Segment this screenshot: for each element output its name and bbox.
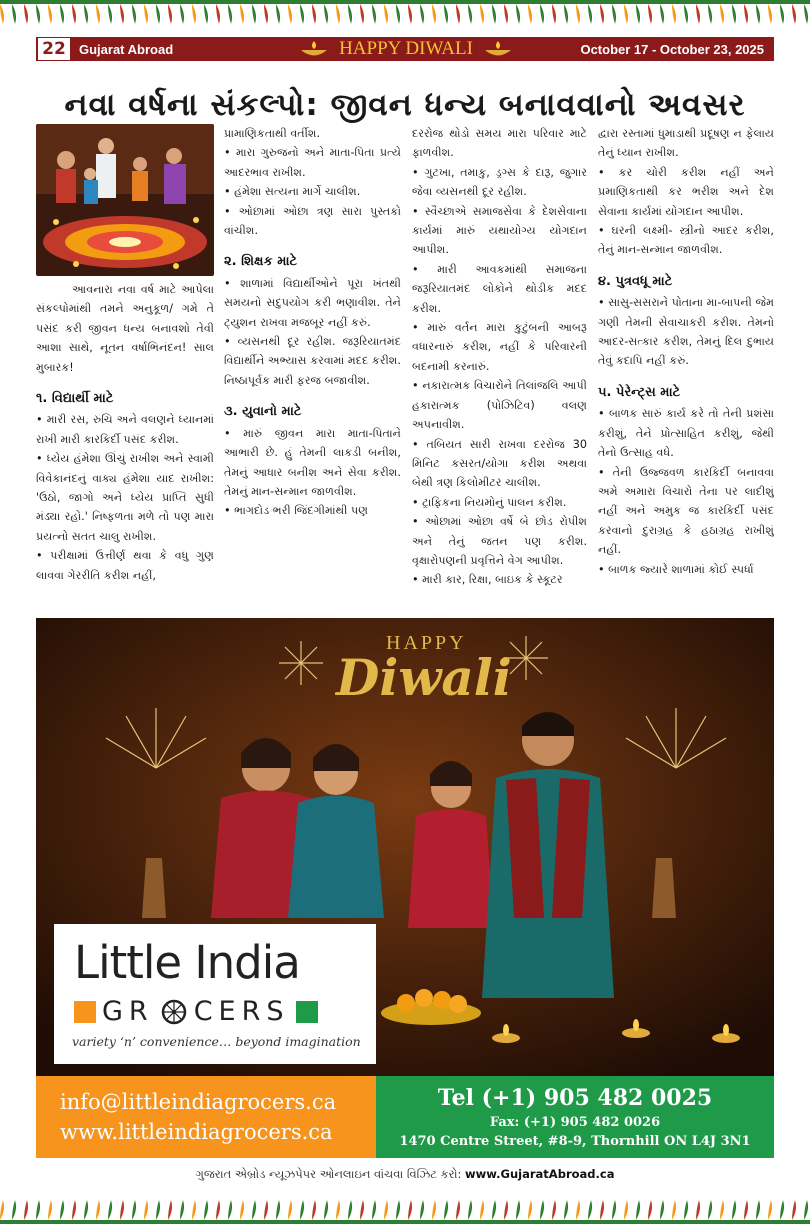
garland-leaf bbox=[228, 1200, 232, 1220]
section-title-teachers: ૨. શિક્ષક માટે bbox=[224, 254, 298, 270]
garland-leaf bbox=[756, 4, 760, 24]
garland-leaf bbox=[120, 4, 124, 24]
garland-leaf bbox=[276, 4, 280, 24]
garland-leaf bbox=[600, 1200, 604, 1220]
garland-leaf bbox=[144, 1200, 148, 1220]
garland-leaf bbox=[384, 4, 388, 24]
section-title-daughter-in-law: ૪. પુત્રવધૂ માટે bbox=[598, 273, 673, 289]
article-paragraph: • તબિયત સારી રાખવા દરરોજ 30 મિનિટ કસરત/યોગા કરીશ અથવા બેથી ત્રણ કિલોમીટર ચાલીશ. bbox=[412, 437, 587, 490]
garland-leaf bbox=[672, 1200, 676, 1220]
article-paragraph: • ગુટખા, તમાકુ, ડ્રગ્સ કે દારૂ, જુગાર જેવા વ્યસનથી દૂર રહીશ. bbox=[412, 165, 587, 199]
garland-leaf bbox=[204, 4, 208, 24]
article-paragraph: • ઓછામાં ઓછા વર્ષે બે છોડ રોપીશ અને તેનું જતન પણ કરીશ. વૃક્ષારોપણની પ્રવૃત્તિને વેગ આપીશ. bbox=[412, 515, 587, 567]
garland-leaf bbox=[624, 1200, 628, 1220]
garland-leaf bbox=[108, 1200, 112, 1220]
garland-leaf bbox=[792, 1200, 796, 1220]
garland-leaf bbox=[216, 4, 220, 24]
garland-leaf bbox=[780, 4, 784, 24]
garland-leaf bbox=[288, 4, 292, 24]
ad-email-link[interactable]: info@littleindiagrocers.ca bbox=[60, 1090, 337, 1114]
garland-leaf bbox=[216, 1200, 220, 1220]
ad-telephone[interactable]: Tel (+1) 905 482 0025 bbox=[437, 1085, 713, 1111]
garland-leaf bbox=[24, 1200, 28, 1220]
garland-leaf bbox=[264, 4, 268, 24]
garland-leaf bbox=[192, 1200, 196, 1220]
garland-leaf bbox=[792, 4, 796, 24]
garland-leaf bbox=[732, 1200, 736, 1220]
article-headline: નવા વર્ષના સંકલ્પો: જીવન ધન્ય બનાવવાનો અવસર bbox=[64, 86, 746, 123]
garland-leaf bbox=[312, 4, 316, 24]
garland-leaf bbox=[504, 1200, 508, 1220]
article-intro: આવનારા નવા વર્ષ માટે આપેલા સંકલ્પોમાંથી તમને અનુકૂળ/ ગમે તે પસંદ કરી જીવન ધન્ય બનાવશો તેવી આશા સાથે, નૂતન વર્ષાભિનંદન! સાલ મુબારક! bbox=[36, 283, 214, 374]
page-footer bbox=[0, 1167, 810, 1182]
article-paragraph: • ભાગદોડ ભરી જિંદગીમાંથી પણ bbox=[224, 504, 368, 518]
garland-leaf bbox=[540, 1200, 544, 1220]
garland-leaf bbox=[696, 1200, 700, 1220]
garland-leaf bbox=[720, 4, 724, 24]
garland-leaf bbox=[348, 4, 352, 24]
garland-leaf bbox=[756, 1200, 760, 1220]
garland-leaf bbox=[228, 4, 232, 24]
garland-leaf bbox=[396, 4, 400, 24]
article-paragraph: • ધ્યેય હંમેશા ઊંચું રાખીશ અને સ્વામી વિવેકાનંદનું વાક્ય હંમેશા યાદ રાખીશ: 'ઉઠો, જાગો અને ધ્યેય પ્રાપ્તિ સુધી મંડ્યા રહો.' નિષ્ફળતા મળે તો પણ મારા પ્રયત્નો સતત ચાલુ રાખીશ. bbox=[36, 452, 214, 543]
little-india-grocers-ad[interactable] bbox=[36, 618, 774, 1158]
garland-leaf bbox=[492, 4, 496, 24]
garland-leaf bbox=[360, 4, 364, 24]
article-paragraph: • મારી રસ, રુચિ અને વલણને ધ્યાનમાં રાખી મારી કારકિર્દી પસંદ કરીશ. bbox=[36, 413, 214, 446]
garland-leaf bbox=[624, 4, 628, 24]
garland-leaf bbox=[372, 1200, 376, 1220]
article-paragraph: • કર ચોરી કરીશ નહીં અને પ્રમાણિકતાથી કર ભરીશ અને દેશ સેવાના કાર્યમાં યોગદાન આપીશ. bbox=[598, 165, 774, 218]
ad-web-contacts bbox=[36, 1076, 376, 1158]
garland-leaf bbox=[768, 1200, 772, 1220]
garland-leaf bbox=[300, 4, 304, 24]
garland-leaf bbox=[420, 4, 424, 24]
garland-leaf bbox=[744, 4, 748, 24]
garland-leaf bbox=[468, 1200, 472, 1220]
garland-leaf bbox=[636, 4, 640, 24]
ad-happy-label: HAPPY bbox=[386, 632, 467, 654]
garland-leaf bbox=[648, 4, 652, 24]
article-paragraph: • મારા ગુરુજનો અને માતા-પિતા પ્રત્યે આદરભાવ રાખીશ. bbox=[224, 146, 401, 179]
garland-leaf bbox=[72, 1200, 76, 1220]
garland-leaf bbox=[444, 1200, 448, 1220]
article-paragraph: • બાળક જ્યારે શાળામાં કોઈ સ્પર્ધા bbox=[598, 562, 754, 576]
garland-leaf bbox=[732, 4, 736, 24]
article-paragraph: • બાળક સારું કાર્ય કરે તો તેની પ્રશંસા કરીશું, તેને પ્રોત્સાહિત કરીશું, જેથી તેનો ઉત્સાહ વધે. bbox=[598, 407, 774, 460]
garland-leaf bbox=[60, 4, 64, 24]
garland-leaf bbox=[204, 1200, 208, 1220]
green-square-icon bbox=[296, 1001, 318, 1023]
garland-leaf bbox=[96, 1200, 100, 1220]
garland-leaf bbox=[180, 1200, 184, 1220]
garland-leaf bbox=[528, 4, 532, 24]
article-paragraph: • સ્વૈચ્છાએ સમાજસેવા કે દેશસેવાના કાર્યમાં મારું યથાયોગ્ય યોગદાન આપીશ. bbox=[412, 204, 587, 257]
footer-site-link[interactable]: www.GujaratAbroad.ca bbox=[465, 1167, 615, 1181]
garland-leaf bbox=[648, 1200, 652, 1220]
brand-logo bbox=[54, 924, 376, 1064]
garland-leaf bbox=[492, 1200, 496, 1220]
ad-contact-bar bbox=[36, 1076, 774, 1158]
ad-address: 1470 Centre Street, #8-9, Thornhill ON L4J 3N1 bbox=[399, 1134, 751, 1149]
page-header bbox=[36, 37, 774, 61]
garland-leaf bbox=[72, 4, 76, 24]
garland-leaf bbox=[576, 1200, 580, 1220]
garland-leaf bbox=[156, 1200, 160, 1220]
garland-leaf bbox=[600, 4, 604, 24]
garland-leaf bbox=[24, 4, 28, 24]
brand-tagline: variety ‘n’ convenience… beyond imagination bbox=[72, 1034, 361, 1049]
article-paragraph: • ટ્રાફિકના નિયમોનું પાલન કરીશ. bbox=[412, 495, 567, 509]
garland-leaf bbox=[708, 4, 712, 24]
garland-leaf bbox=[612, 1200, 616, 1220]
garland-leaf bbox=[312, 1200, 316, 1220]
garland-leaf bbox=[408, 4, 412, 24]
garland-leaf bbox=[804, 1200, 808, 1220]
garland-leaf bbox=[612, 4, 616, 24]
garland-leaf bbox=[396, 1200, 400, 1220]
garland-leaf bbox=[324, 1200, 328, 1220]
article-paragraph: • પરીક્ષામાં ઉત્તીર્ણ થવા કે વધુ ગુણ લાવવા ગેરરીતિ કરીશ નહીં, bbox=[36, 549, 214, 582]
garland-leaf bbox=[252, 1200, 256, 1220]
garland-leaf bbox=[552, 4, 556, 24]
page-number: 22 bbox=[37, 37, 71, 61]
issue-date: October 17 - October 23, 2025 bbox=[580, 41, 764, 57]
brand-grocers-prefix: GR bbox=[102, 996, 154, 1027]
garland-leaf bbox=[336, 4, 340, 24]
garland-leaf bbox=[408, 1200, 412, 1220]
brand-name: Little India bbox=[74, 936, 300, 989]
garland-leaf bbox=[132, 1200, 136, 1220]
garland-leaf bbox=[720, 1200, 724, 1220]
garland-leaf bbox=[456, 4, 460, 24]
garland-leaf bbox=[60, 1200, 64, 1220]
garland-leaf bbox=[348, 1200, 352, 1220]
article-paragraph: • ઓછામાં ઓછા ત્રણ સારા પુસ્તકો વાંચીશ. bbox=[224, 204, 401, 238]
ad-fax: Fax: (+1) 905 482 0026 bbox=[489, 1115, 661, 1130]
garland-leaf bbox=[192, 4, 196, 24]
garland-leaf bbox=[504, 4, 508, 24]
publication-name: Gujarat Abroad bbox=[79, 41, 174, 57]
garland-leaf bbox=[240, 4, 244, 24]
garland-leaf bbox=[804, 4, 808, 24]
garland-leaf bbox=[588, 1200, 592, 1220]
article-paragraph: • મારી આવકમાંથી સમાજના જરૂરિયાતમંદ લોકોને થોડીક મદદ કરીશ. bbox=[412, 262, 587, 315]
garland-leaf bbox=[36, 1200, 40, 1220]
garland-leaf bbox=[696, 4, 700, 24]
article-paragraph: • મારું જીવન મારા માતા-પિતાને આભારી છે. હું તેમની લાકડી બનીશ, તેમનું આધાર બનીશ અને સેવા કરીશ. તેમનું માન-સન્માન જાળવીશ. bbox=[224, 426, 401, 498]
article-paragraph: • હંમેશા સત્યના માર્ગે ચાલીશ. bbox=[224, 185, 361, 199]
bottom-garland bbox=[0, 1198, 810, 1224]
garland-leaf bbox=[564, 4, 568, 24]
article-column-1 bbox=[36, 124, 214, 602]
garland-leaf bbox=[372, 4, 376, 24]
garland-leaf bbox=[324, 4, 328, 24]
brand-grocers-suffix: CERS bbox=[193, 996, 290, 1027]
article-paragraph: • ઘરની લક્ષ્મી- સ્ત્રીનો આદર કરીશ, તેનું માન-સન્માન જાળવીશ. bbox=[598, 224, 774, 257]
garland-leaf bbox=[12, 1200, 16, 1220]
garland-leaf bbox=[636, 1200, 640, 1220]
garland-leaf bbox=[240, 1200, 244, 1220]
garland-leaf bbox=[276, 1200, 280, 1220]
ad-website-link[interactable]: www.littleindiagrocers.ca bbox=[60, 1120, 333, 1144]
garland-leaf bbox=[84, 4, 88, 24]
garland-leaf bbox=[684, 1200, 688, 1220]
wheel-icon bbox=[160, 998, 188, 1026]
diya-icon bbox=[483, 39, 513, 59]
garland-leaf bbox=[264, 1200, 268, 1220]
garland-leaf bbox=[708, 1200, 712, 1220]
orange-square-icon bbox=[74, 1001, 96, 1023]
section-title-parents: ૫. પેરેન્ટ્સ માટે bbox=[598, 384, 681, 400]
garland-leaf bbox=[384, 1200, 388, 1220]
garland-leaf bbox=[48, 4, 52, 24]
garland-leaf bbox=[108, 4, 112, 24]
garland-leaf bbox=[660, 1200, 664, 1220]
garland-leaf bbox=[12, 4, 16, 24]
footer-text: ગુજરાત એબ્રોડ ન્યૂઝપેપર ઓનલાઇન વાંચવા વિઝિટ કરો: bbox=[195, 1167, 466, 1181]
garland-leaf bbox=[672, 4, 676, 24]
garland-leaf bbox=[516, 1200, 520, 1220]
garland-leaf bbox=[300, 1200, 304, 1220]
article-column-2 bbox=[224, 124, 401, 602]
garland-leaf bbox=[480, 1200, 484, 1220]
article-paragraph: • તેની ઉજ્જવળ કારકિર્દી બનાવવા અમે અમારા વિચારો તેના પર લાદીશું નહીં અને અમુક જ કારકિર્દી પસંદ કરવાનો દુરાગ્રહ કે હઠાગ્રહ રાખીશું નહીં. bbox=[598, 465, 774, 557]
header-banner bbox=[276, 38, 536, 60]
garland-leaf bbox=[156, 4, 160, 24]
garland-leaf bbox=[420, 1200, 424, 1220]
garland-leaf bbox=[96, 4, 100, 24]
garland-leaf bbox=[336, 1200, 340, 1220]
article-column-3 bbox=[412, 124, 587, 602]
garland-leaf bbox=[132, 4, 136, 24]
garland-leaf bbox=[432, 1200, 436, 1220]
garland-leaf bbox=[588, 4, 592, 24]
garland-leaf bbox=[0, 4, 4, 24]
garland-leaf bbox=[660, 4, 664, 24]
garland-leaf bbox=[516, 4, 520, 24]
diya-icon bbox=[299, 39, 329, 59]
article-paragraph: પ્રામાણિકતાથી વર્તીશ. bbox=[224, 127, 321, 140]
garland-leaf bbox=[36, 4, 40, 24]
garland-leaf bbox=[744, 1200, 748, 1220]
garland-leaf bbox=[120, 1200, 124, 1220]
article-paragraph: દરરોજ થોડો સમય મારા પરિવાર માટે ફાળવીશ. bbox=[412, 127, 587, 160]
article-paragraph: • મારું વર્તન મારા કુટુંબની આબરૂ વધારનારું કરીશ, નહીં કે પરિવારની બદનામી કરનારું. bbox=[412, 321, 587, 373]
garland-leaf bbox=[168, 4, 172, 24]
article-paragraph: • નકારાત્મક વિચારોને તિલાંજલિ આપી હકારાત્મક (પોઝિટિવ) વલણ અપનાવીશ. bbox=[412, 379, 587, 432]
garland-leaf bbox=[576, 4, 580, 24]
ad-diwali-title: Diwali bbox=[336, 648, 512, 707]
garland-leaf bbox=[288, 1200, 292, 1220]
garland-leaf bbox=[144, 4, 148, 24]
garland-leaf bbox=[456, 1200, 460, 1220]
garland-leaf bbox=[180, 4, 184, 24]
garland-leaf bbox=[84, 1200, 88, 1220]
family-diwali-photo bbox=[36, 124, 214, 276]
garland-leaf bbox=[432, 4, 436, 24]
section-title-youth: ૩. યુવાનો માટે bbox=[224, 404, 302, 420]
garland-leaf bbox=[168, 1200, 172, 1220]
article-body bbox=[36, 124, 774, 602]
garland-leaf bbox=[468, 4, 472, 24]
article-paragraph: • શાળામાં વિદ્યાર્થીઓને પૂરા ખંતથી સમયનો સદુપયોગ કરી ભણાવીશ. તેને ટ્યુશન રાખવા મજબૂર નહીં કરું. bbox=[224, 276, 401, 329]
garland-leaf bbox=[540, 4, 544, 24]
garland-leaf bbox=[564, 1200, 568, 1220]
garland-leaf bbox=[444, 4, 448, 24]
brand-grocers bbox=[74, 996, 318, 1027]
garland-leaf bbox=[252, 4, 256, 24]
garland-leaf bbox=[480, 4, 484, 24]
header-diwali-label: HAPPY DIWALI bbox=[339, 38, 473, 59]
section-title-students: ૧. વિદ્યાર્થી માટે bbox=[36, 391, 114, 407]
garland-leaf bbox=[780, 1200, 784, 1220]
garland-leaf bbox=[48, 1200, 52, 1220]
article-paragraph: • મારી કાર, રિક્ષા, બાઇક કે સ્કૂટર bbox=[412, 573, 563, 587]
ad-phone-contacts bbox=[376, 1076, 774, 1158]
garland-leaf bbox=[360, 1200, 364, 1220]
top-garland bbox=[0, 0, 810, 26]
article-paragraph: • વ્યસનથી દૂર રહીશ. જરૂરિયાતમંદ વિદ્યાર્થીને અભ્યાસ કરવામાં મદદ કરીશ. નિષ્ઠાપૂર્વક મારી ફરજ બજાવીશ. bbox=[224, 335, 401, 387]
garland-leaf bbox=[0, 1200, 4, 1220]
article-column-4 bbox=[598, 124, 774, 602]
garland-leaf bbox=[684, 4, 688, 24]
article-paragraph: • સાસુ-સસરાને પોતાના મા-બાપની જેમ ગણી તેમની સેવાચાકરી કરીશ. તેમનો આદર-સત્કાર કરીશ, તેમનું દિલ દુભાય તેવું કદાપિ નહીં કરું. bbox=[598, 296, 774, 368]
article-paragraph: દ્વારા રસ્તામાં ધુમાડાથી પ્રદૂષણ ન ફેલાય તેનું ધ્યાન રાખીશ. bbox=[598, 127, 774, 160]
garland-leaf bbox=[552, 1200, 556, 1220]
garland-leaf bbox=[528, 1200, 532, 1220]
garland-leaf bbox=[768, 4, 772, 24]
